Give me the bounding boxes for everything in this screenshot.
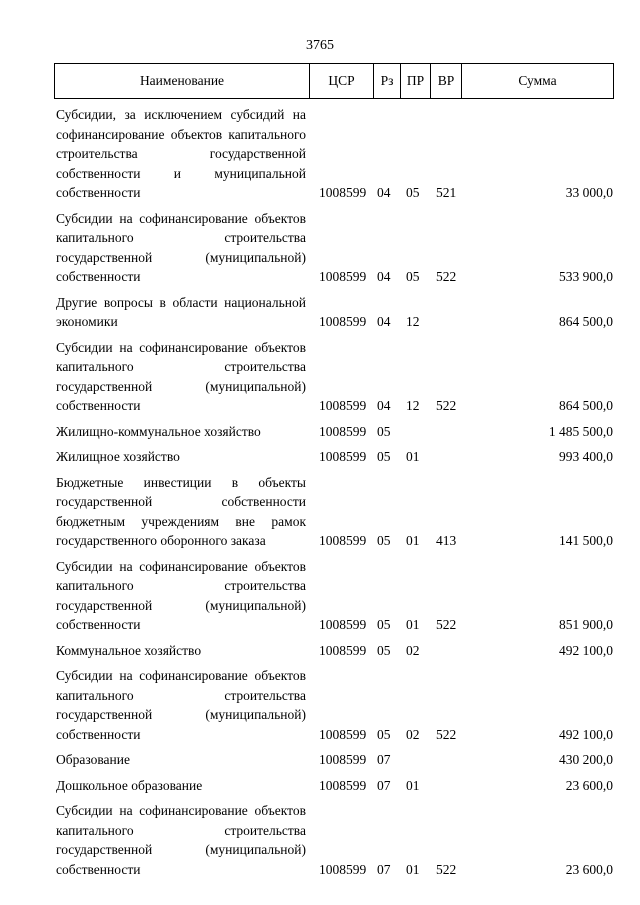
row-name: Жилищное хозяйство	[56, 449, 180, 464]
budget-table	[54, 63, 614, 885]
header-name: Наименование	[55, 64, 310, 98]
row-vr: 522	[436, 861, 457, 877]
row-pr: 01	[406, 777, 420, 793]
table-row	[54, 338, 614, 416]
row-name: Субсидии на софинансирование объектов капитального строительства государственной (муниципальной) собственности	[56, 210, 306, 284]
row-csr: 1008599	[319, 185, 367, 200]
row-pr: 05	[406, 269, 420, 284]
row-sum: 851 900,0	[559, 617, 613, 632]
row-pr: 01	[406, 533, 420, 548]
row-rz: 07	[377, 752, 391, 767]
row-name: Коммунальное хозяйство	[56, 642, 202, 658]
row-vr: 522	[436, 269, 457, 284]
row-csr: 1008599	[319, 314, 367, 329]
row-sum: 864 500,0	[559, 398, 613, 413]
row-csr: 1008599	[319, 398, 367, 413]
row-pr: 12	[406, 398, 420, 413]
table-row	[54, 447, 614, 467]
row-sum: 864 500,0	[559, 314, 613, 329]
row-rz: 07	[377, 777, 391, 793]
row-csr: 1008599	[319, 861, 367, 877]
row-sum: 23 600,0	[565, 861, 613, 877]
row-pr: 05	[406, 185, 420, 200]
row-rz: 04	[377, 269, 391, 284]
table-header	[54, 63, 614, 99]
row-name: Бюджетные инвестиции в объекты государственной собственности бюджетным учреждениям вне рамок государственного оборонного заказа	[56, 474, 306, 548]
table-row	[54, 473, 614, 551]
row-rz: 04	[377, 398, 391, 413]
row-rz: 05	[377, 449, 391, 464]
row-vr: 522	[436, 726, 457, 742]
row-csr: 1008599	[319, 617, 367, 632]
row-pr: 01	[406, 617, 420, 632]
row-csr: 1008599	[319, 269, 367, 284]
header-vr: ВР	[431, 64, 462, 98]
row-csr: 1008599	[319, 777, 367, 793]
page-number: 3765	[306, 38, 334, 53]
row-rz: 05	[377, 617, 391, 632]
row-rz: 05	[377, 533, 391, 548]
row-csr: 1008599	[319, 726, 367, 742]
row-sum: 23 600,0	[565, 777, 613, 793]
row-name: Образование	[56, 752, 130, 767]
row-csr: 1008599	[319, 752, 367, 767]
header-pr: ПР	[401, 64, 431, 98]
row-pr: 02	[406, 726, 420, 742]
row-sum: 33 000,0	[565, 185, 613, 200]
row-pr: 12	[406, 314, 420, 329]
row-name: Субсидии, за исключением субсидий на софинансирование объектов капитального строительства государственной собственности и муниципальной собственности	[56, 107, 306, 200]
header-sum: Сумма	[518, 73, 557, 88]
row-csr: 1008599	[319, 423, 367, 439]
row-csr: 1008599	[319, 449, 367, 464]
row-rz: 05	[377, 423, 391, 439]
row-rz: 05	[377, 642, 391, 658]
row-vr: 413	[436, 533, 457, 548]
table-row	[54, 776, 614, 796]
table-body	[54, 105, 614, 879]
row-name: Субсидии на софинансирование объектов капитального строительства государственной (муниципальной) собственности	[56, 803, 306, 877]
row-rz: 07	[377, 861, 391, 877]
row-rz: 04	[377, 314, 391, 329]
row-name: Субсидии на софинансирование объектов капитального строительства государственной (муниципальной) собственности	[56, 558, 306, 632]
table-row	[54, 209, 614, 287]
row-csr: 1008599	[319, 533, 367, 548]
table-row	[54, 422, 614, 442]
row-rz: 04	[377, 185, 391, 200]
row-name: Другие вопросы в области национальной экономики	[56, 294, 306, 329]
row-csr: 1008599	[319, 642, 367, 658]
table-row	[54, 641, 614, 661]
row-vr: 522	[436, 398, 457, 413]
row-pr: 02	[406, 642, 420, 658]
row-sum: 430 200,0	[559, 752, 613, 767]
row-sum: 141 500,0	[559, 533, 613, 548]
table-row	[54, 666, 614, 744]
header-csr: ЦСР	[310, 64, 374, 98]
header-rz: Рз	[374, 64, 401, 98]
table-row	[54, 750, 614, 770]
row-name: Субсидии на софинансирование объектов капитального строительства государственной (муниципальной) собственности	[56, 668, 306, 742]
row-name: Жилищно-коммунальное хозяйство	[56, 423, 261, 439]
row-sum: 993 400,0	[559, 449, 613, 464]
table-row	[54, 105, 614, 203]
row-vr: 521	[436, 185, 457, 200]
row-pr: 01	[406, 449, 420, 464]
table-row	[54, 801, 614, 879]
table-row	[54, 557, 614, 635]
row-vr: 522	[436, 617, 457, 632]
row-name: Субсидии на софинансирование объектов капитального строительства государственной (муниципальной) собственности	[56, 339, 306, 413]
row-name: Дошкольное образование	[56, 777, 203, 793]
row-sum: 492 100,0	[559, 726, 613, 742]
table-row	[54, 293, 614, 332]
row-sum: 492 100,0	[559, 642, 613, 658]
row-pr: 01	[406, 861, 420, 877]
row-sum: 533 900,0	[559, 269, 613, 284]
row-sum: 1 485 500,0	[548, 423, 613, 439]
row-rz: 05	[377, 726, 391, 742]
